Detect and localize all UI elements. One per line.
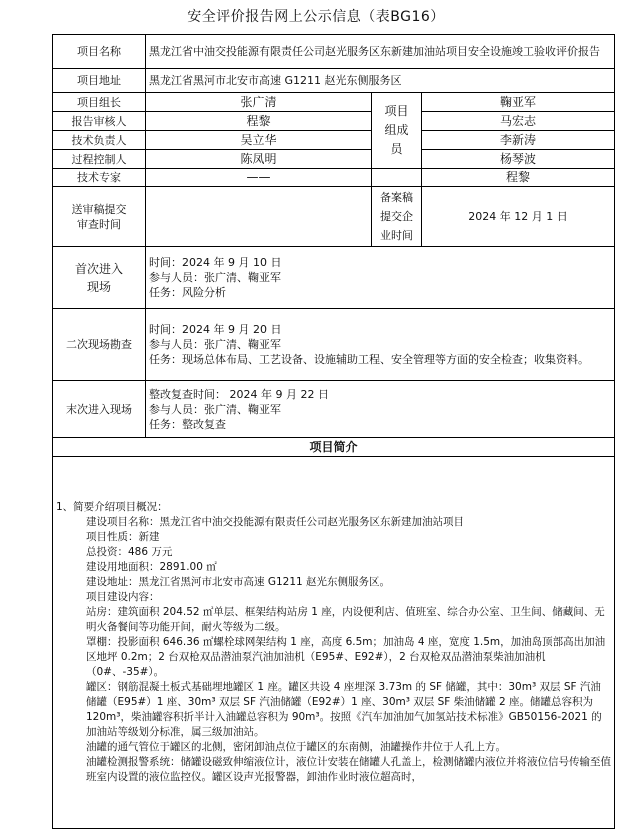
visit-details bbox=[146, 247, 615, 309]
team-member: 程黎 bbox=[422, 169, 615, 187]
project-name-label: 项目名称 bbox=[53, 35, 146, 69]
summary-content bbox=[53, 457, 615, 829]
visit-line: 任务：风险分析 bbox=[149, 286, 226, 299]
visit-line: 整改复查时间： 2024 年 9 月 22 日 bbox=[149, 387, 329, 401]
team-member: 杨琴波 bbox=[422, 150, 615, 169]
visit-line: 时间：2024 年 9 月 10 日 bbox=[149, 256, 282, 269]
team-label: 项目组成员 bbox=[372, 93, 422, 169]
summary-intro: 1、简要介绍项目概况： bbox=[56, 501, 168, 513]
visit-details bbox=[146, 309, 615, 381]
project-name-value: 黑龙江省中油交投能源有限责任公司赵光服务区东新建加油站项目安全设施竣工验收评价报告 bbox=[146, 35, 615, 69]
team-member: 李新涛 bbox=[422, 131, 615, 150]
visit-line: 任务：整改复查 bbox=[149, 417, 226, 431]
visit-line: 时间：2024 年 9 月 20 日 bbox=[149, 323, 282, 336]
role-label: 技术专家 bbox=[53, 169, 146, 187]
role-label: 技术负责人 bbox=[53, 131, 146, 150]
role-value: 吴立华 bbox=[146, 131, 372, 150]
role-value: 陈凤明 bbox=[146, 150, 372, 169]
summary-line: 建设地址：黑龙江省黑河市北安市高速 G1211 赵光东侧服务区。 bbox=[86, 576, 391, 588]
role-label: 项目组长 bbox=[53, 93, 146, 112]
visit-label: 首次进入现场 bbox=[53, 247, 146, 309]
team-member: 鞠亚军 bbox=[422, 93, 615, 112]
summary-line: 总投资：486 万元 bbox=[86, 546, 173, 558]
summary-paragraph: 罩棚：投影面积 646.36 ㎡螺栓球网架结构 1 座，高度 6.5m；加油岛 4 座，宽度 1.5m，加油岛顶部高出加油区地坪 0.2m；2 台双枪双品潜油泵汽油加油机（E95#、E92#），2 台双枪双品潜油泵柴油加油机（0#、-35#）。 bbox=[86, 636, 606, 678]
visit-line: 参与人员：张广清、鞠亚军 bbox=[149, 338, 281, 351]
page-title: 安全评价报告网上公示信息（表BG16） bbox=[187, 9, 445, 25]
team-label-cell-end bbox=[372, 169, 422, 187]
summary-paragraph: 油罐的通气管位于罐区的北侧，密闭卸油点位于罐区的东南侧，油罐操作井位于人孔上方。 bbox=[86, 741, 506, 753]
visit-line: 参与人员：张广清、鞠亚军 bbox=[149, 271, 281, 284]
visit-details bbox=[146, 381, 615, 438]
team-member: 马宏志 bbox=[422, 112, 615, 131]
summary-line: 建设项目名称：黑龙江省中油交投能源有限责任公司赵光服务区东新建加油站项目 bbox=[86, 516, 464, 528]
role-value: 张广清 bbox=[146, 93, 372, 112]
summary-header: 项目简介 bbox=[53, 438, 615, 457]
filing-label: 备案稿提交企业时间 bbox=[372, 187, 422, 247]
info-table bbox=[52, 34, 615, 829]
role-value: —— bbox=[146, 169, 372, 187]
role-label: 报告审核人 bbox=[53, 112, 146, 131]
visit-line: 参与人员：张广清、鞠亚军 bbox=[149, 402, 281, 416]
visit-line: 任务：现场总体布局、工艺设备、设施辅助工程、安全管理等方面的安全检查；收集资料。 bbox=[149, 353, 589, 366]
summary-paragraph: 罐区：钢筋混凝土板式基础埋地罐区 1 座。罐区共设 4 座埋深 3.73m 的 SF 储罐，其中：30m³ 双层 SF 汽油储罐（E95#）1 座、30m³ 双层 SF 汽油储罐（E92#）1 座、30m³ 双层 SF 柴油储罐 2 座。储罐总容积为 120m³，柴油罐容积折半计入油罐总容积为 90m³。按照《汽车加油加气加氢站技术标准》GB50156-2021 的加油站等级划分标准，属三级加油站。 bbox=[86, 681, 602, 738]
role-label: 过程控制人 bbox=[53, 150, 146, 169]
review-time-label: 送审稿提交审查时间 bbox=[53, 187, 146, 247]
summary-paragraph: 站房：建筑面积 204.52 ㎡单层、框架结构站房 1 座，内设便利店、值班室、综合办公室、卫生间、储藏间、无明火备餐间等功能开间，耐火等级为二级。 bbox=[86, 606, 605, 633]
summary-line: 建设用地面积：2891.00 ㎡ bbox=[86, 561, 217, 573]
summary-paragraph: 油罐检测报警系统：储罐设磁致伸缩液位计，液位计安装在储罐人孔盖上，检测储罐内液位并将液位信号传输至值班室内设置的液位监控仪。罐区设声光报警器，卸油作业时液位超高时， bbox=[86, 756, 611, 783]
visit-label: 二次现场勘查 bbox=[53, 309, 146, 381]
role-value: 程黎 bbox=[146, 112, 372, 131]
visit-label: 末次进入现场 bbox=[53, 381, 146, 438]
project-address-label: 项目地址 bbox=[53, 69, 146, 93]
filing-value: 2024 年 12 月 1 日 bbox=[422, 187, 615, 247]
summary-line: 项目建设内容： bbox=[86, 591, 160, 603]
summary-line: 项目性质：新建 bbox=[86, 531, 160, 543]
review-time-value bbox=[146, 187, 372, 247]
project-address-value: 黑龙江省黑河市北安市高速 G1211 赵光东侧服务区 bbox=[146, 69, 615, 93]
